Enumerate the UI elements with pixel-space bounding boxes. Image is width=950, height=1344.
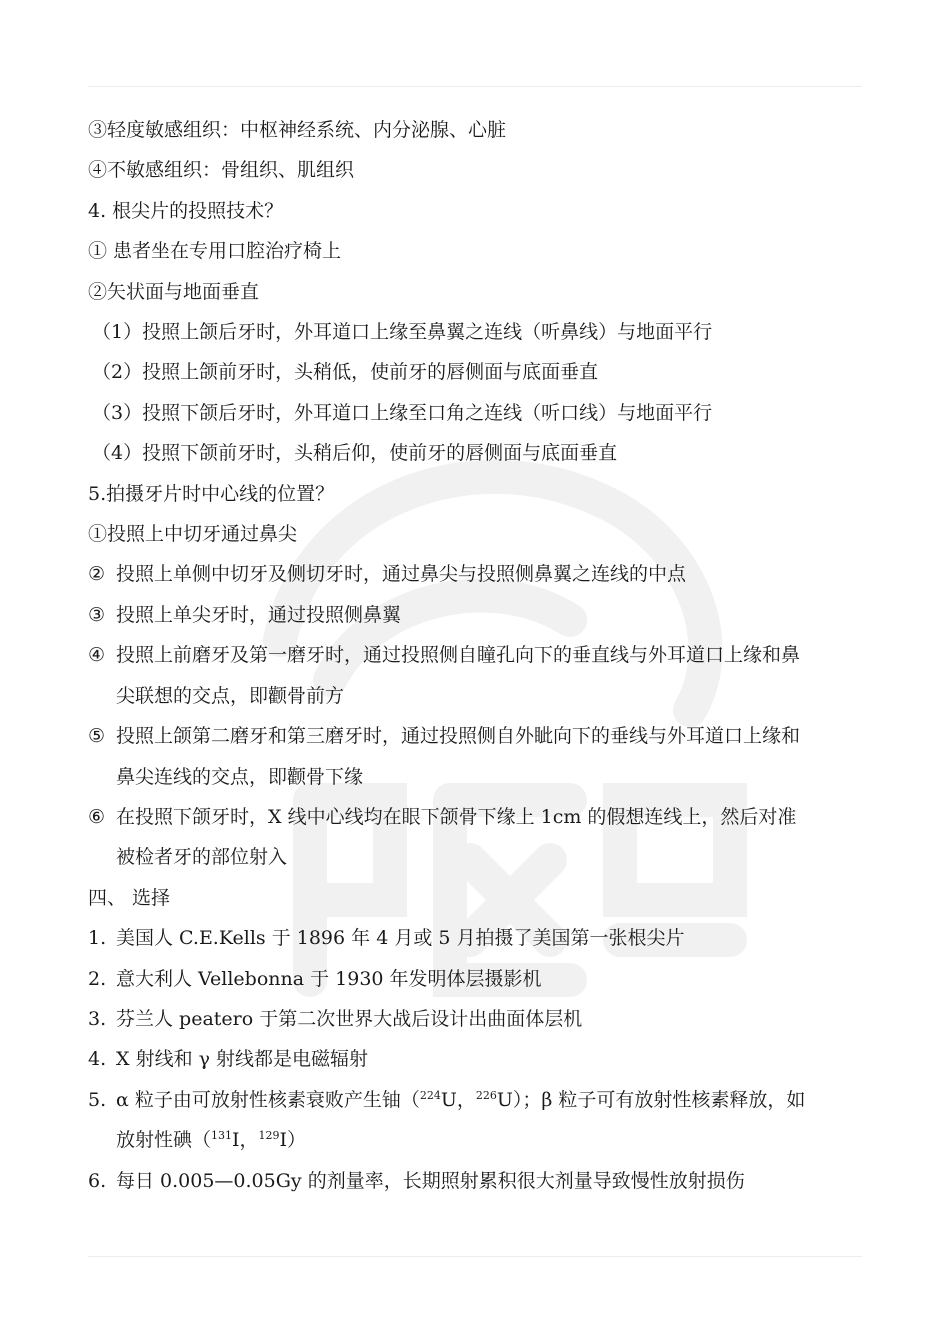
footer-rule: [88, 1256, 862, 1257]
text-line: （2）投照上颌前牙时，头稍低，使前牙的唇侧面与底面垂直: [92, 361, 599, 384]
list-item: [88, 635, 868, 675]
list-item: [88, 595, 868, 635]
item-text: 每日 0.005—0.05Gy 的剂量率，长期照射累积很大剂量导致慢性放射损伤: [116, 1169, 745, 1192]
item-text: 投照上颌第二磨牙和第三磨牙时，通过投照侧自外眦向下的垂线与外耳道口上缘和: [116, 725, 801, 748]
choice-item: [88, 1039, 868, 1079]
isotope-mass: 224: [419, 1088, 441, 1102]
item-number: 6.: [88, 1169, 107, 1192]
text-run: 放射性碘（: [116, 1129, 212, 1152]
list-item: [88, 797, 868, 837]
text-run: U）；β 粒子可有放射性核素释放，如: [496, 1088, 806, 1111]
choice-item: [88, 1161, 868, 1201]
header-rule: [88, 86, 862, 87]
choice-item: [88, 1080, 868, 1120]
item-number: 5.: [88, 1088, 107, 1111]
item-continuation: 尖联想的交点，即颧骨前方: [116, 684, 345, 707]
item-text: 投照上单尖牙时，通过投照侧鼻翼: [116, 603, 402, 626]
section-heading: 四、 选择: [88, 886, 171, 909]
item-marker: ②: [88, 563, 106, 586]
text-line: （1）投照上颌后牙时，外耳道口上缘至鼻翼之连线（听鼻线）与地面平行: [92, 321, 713, 344]
item-text: 投照上单侧中切牙及侧切牙时，通过鼻尖与投照侧鼻翼之连线的中点: [116, 563, 687, 586]
text-line: ③轻度敏感组织：中枢神经系统、内分泌腺、心脏: [88, 119, 507, 141]
question-heading: 4. 根尖片的投照技术？: [88, 199, 284, 222]
item-marker: ⑥: [88, 805, 106, 828]
item-marker: ⑤: [88, 725, 106, 748]
item-continuation: [88, 1120, 868, 1160]
text-run: I）: [279, 1129, 307, 1152]
choice-item: [88, 918, 868, 958]
item-text: 投照上前磨牙及第一磨牙时，通过投照侧自瞳孔向下的垂直线与外耳道口上缘和鼻: [116, 644, 801, 667]
isotope-mass: 226: [475, 1088, 497, 1102]
item-number: 2.: [88, 967, 107, 990]
item-number: 4.: [88, 1048, 107, 1071]
isotope-mass: 129: [258, 1129, 280, 1143]
text-run: α 粒子由可放射性核素衰败产生铀（: [116, 1088, 420, 1111]
text-line: ①投照上中切牙通过鼻尖: [88, 523, 298, 546]
list-item: [88, 554, 868, 594]
text-run: U，: [440, 1088, 476, 1111]
isotope-mass: 131: [211, 1129, 233, 1143]
item-number: 3.: [88, 1007, 107, 1030]
item-text: 美国人 C.E.Kells 于 1896 年 4 月或 5 月拍摄了美国第一张根尖片: [116, 927, 685, 950]
text-line: ① 患者坐在专用口腔治疗椅上: [88, 240, 342, 263]
text-line: （3）投照下颌后牙时，外耳道口上缘至口角之连线（听口线）与地面平行: [92, 401, 713, 424]
document-body: [88, 110, 868, 1201]
item-marker: ④: [88, 644, 106, 667]
item-number: 1.: [88, 927, 107, 950]
text-run: I，: [232, 1129, 259, 1152]
text-line: （4）投照下颌前牙时，头稍后仰，使前牙的唇侧面与底面垂直: [92, 442, 618, 465]
item-text: [116, 1080, 805, 1120]
choice-item: [88, 999, 868, 1039]
text-line: ②矢状面与地面垂直: [88, 280, 260, 303]
item-text: X 射线和 γ 射线都是电磁辐射: [116, 1048, 369, 1071]
item-continuation: 被检者牙的部位射入: [116, 846, 288, 869]
list-item: [88, 716, 868, 756]
item-text: 在投照下颌牙时，X 线中心线均在眼下颌骨下缘上 1cm 的假想连线上，然后对准: [116, 805, 797, 828]
item-text: 芬兰人 peatero 于第二次世界大战后设计出曲面体层机: [116, 1007, 583, 1030]
question-heading: 5.拍摄牙片时中心线的位置？: [88, 482, 335, 505]
item-continuation: 鼻尖连线的交点，即颧骨下缘: [116, 765, 364, 788]
choice-item: [88, 959, 868, 999]
item-marker: ③: [88, 603, 106, 626]
item-text: 意大利人 Vellebonna 于 1930 年发明体层摄影机: [116, 967, 542, 990]
text-line: ④不敏感组织：骨组织、肌组织: [88, 159, 355, 182]
